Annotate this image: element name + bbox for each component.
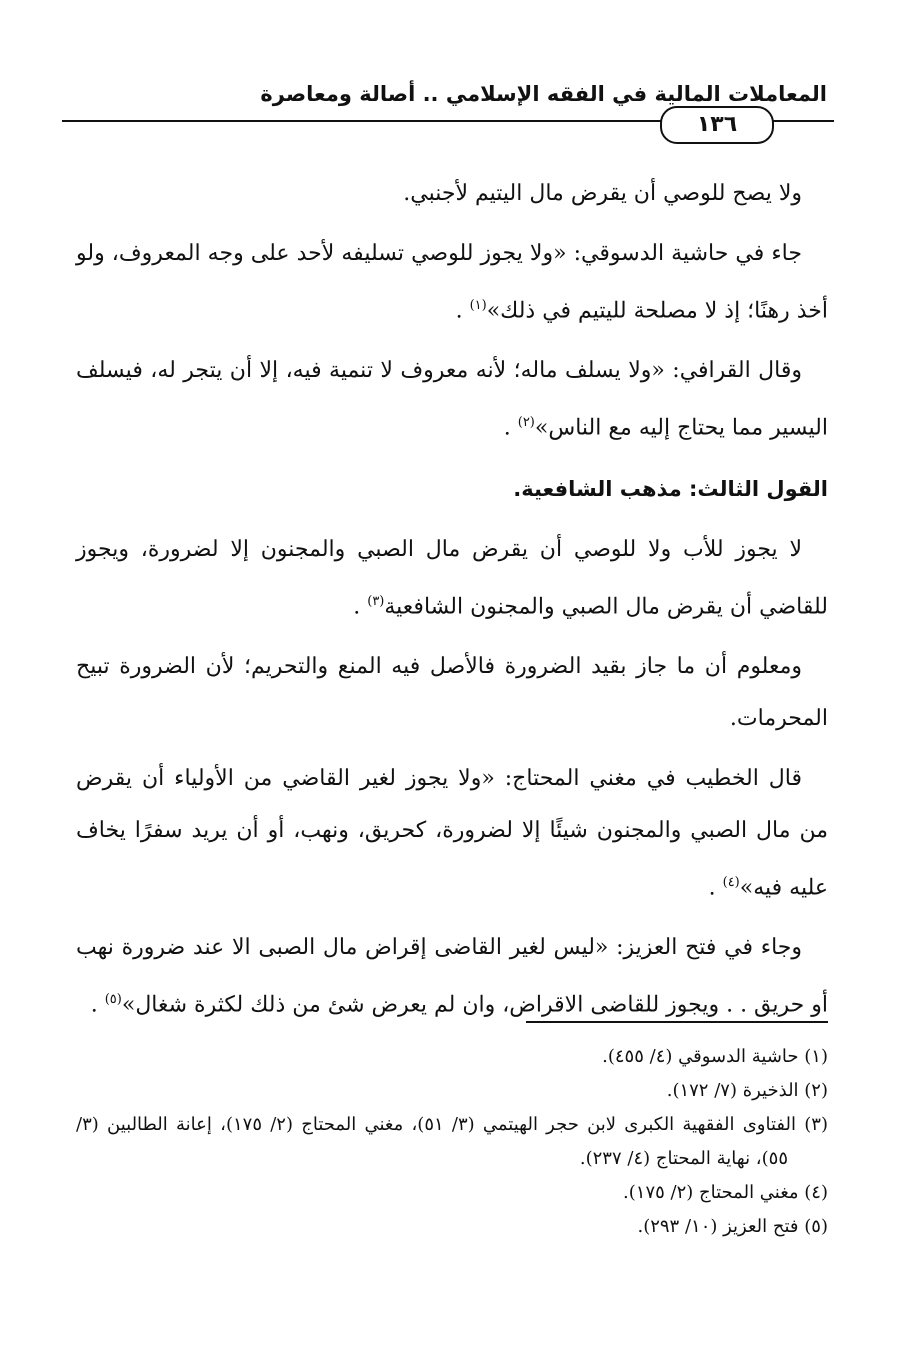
paragraph-3: وقال القرافي: «ولا يسلف ماله؛ لأنه معروف لا تنمية فيه، إلا أن يتجر له، فيسلف اليسير مما يحتاج إليه مع الناس»$^{(٢)}$ . [76,358,828,441]
footnote-2: (٢) الذخيرة (٧/ ١٧٢). [666,1080,828,1101]
paragraph-7-text: وجاء في فتح العزيز: «ليس لغير القاضى إقراض مال الصبى الا عند ضرورة نهب أو حريق . . ويجوز للقاضى الاقراض، وان لم يعرض شئ من ذلك لكثرة شغال» [76,935,828,1018]
paragraph-5-text: ومعلوم أن ما جاز بقيد الضرورة فالأصل فيه المنع والتحريم؛ لأن الضرورة تبيح المحرمات. [76,653,828,731]
section-heading-text: القول الثالث: مذهب الشافعية. [513,476,828,501]
paragraph-6: قال الخطيب في مغني المحتاج: «ولا يجوز لغير القاضي من الأولياء أن يقرض من مال الصبي والمجنون شيئًا إلا لضرورة، كحريق، ونهب، أو أن يريد سفرًا يخاف عليه فيه»$^{(٤)}$ . [76,765,828,901]
paragraph-1-text: ولا يصح للوصي أن يقرض مال اليتيم لأجنبي. [403,181,802,206]
paragraph-7: وجاء في فتح العزيز: «ليس لغير القاضى إقراض مال الصبى الا عند ضرورة نهب أو حريق . . ويجوز للقاضى الاقراض، وان لم يعرض شئ من ذلك لكثرة شغال»$^{(٥)}$ . [76,935,828,1018]
footnote-4: (٤) مغني المحتاج (٢/ ١٧٥). [623,1182,828,1203]
footnote-5: (٥) فتح العزيز (١٠/ ٢٩٣). [637,1216,828,1237]
paragraph-3-text: وقال القرافي: «ولا يسلف ماله؛ لأنه معروف لا تنمية فيه، إلا أن يتجر له، فيسلف اليسير مما يحتاج إليه مع الناس» [76,358,828,441]
footnote-separator [526,1021,828,1023]
footnote-1: (١) حاشية الدسوقي (٤/ ٤٥٥). [602,1046,828,1067]
section-heading [76,463,828,516]
paragraph-1 [76,168,828,220]
paragraph-5 [76,641,828,745]
main-text [76,168,828,1040]
paragraph-6-text: قال الخطيب في مغني المحتاج: «ولا يجوز لغير القاضي من الأولياء أن يقرض من مال الصبي والمجنون شيئًا إلا لضرورة، كحريق، ونهب، أو أن يريد سفرًا يخاف عليه فيه» [76,765,828,901]
paragraph-4-text: لا يجوز للأب ولا للوصي أن يقرض مال الصبي والمجنون إلا لضرورة، ويجوز للقاضي أن يقرض مال الصبي والمجنون الشافعية [76,536,828,619]
paragraph-2: جاء في حاشية الدسوقي: «ولا يجوز للوصي تسليفه لأحد على وجه المعروف، ولو أخذ رهنًا؛ إذ لا مصلحة لليتيم في ذلك»$^{(١)}$ . [76,241,828,324]
footnote-ref-1: (١) [469,298,487,313]
running-header-title: المعاملات المالية في الفقه الإسلامي .. أصالة ومعاصرة [260,82,827,106]
footnote-ref-5: (٥) [104,992,122,1008]
footnote-ref-4: (٤) [722,874,740,890]
footnote-ref-3: (٣) [367,593,385,609]
paragraph-4: لا يجوز للأب ولا للوصي أن يقرض مال الصبي والمجنون إلا لضرورة، ويجوز للقاضي أن يقرض مال الصبي والمجنون الشافعية$^{(٣)}$ . [76,536,828,619]
paragraph-2-text: جاء في حاشية الدسوقي: «ولا يجوز للوصي تسليفه لأحد على وجه المعروف، ولو أخذ رهنًا؛ إذ لا مصلحة لليتيم في ذلك» [76,241,828,324]
footnote-3: (٣) الفتاوى الفقهية الكبرى لابن حجر الهيتمي (٣/ ٥١)، مغني المحتاج (٢/ ١٧٥)، إعانة الطالبين (٣/ ٥٥)، نهاية المحتاج (٤/ ٢٣٧). [76,1114,828,1169]
footnote-ref-2: (٢) [517,415,535,431]
footnotes [76,1040,828,1244]
page-number: ١٣٦ [660,106,774,144]
